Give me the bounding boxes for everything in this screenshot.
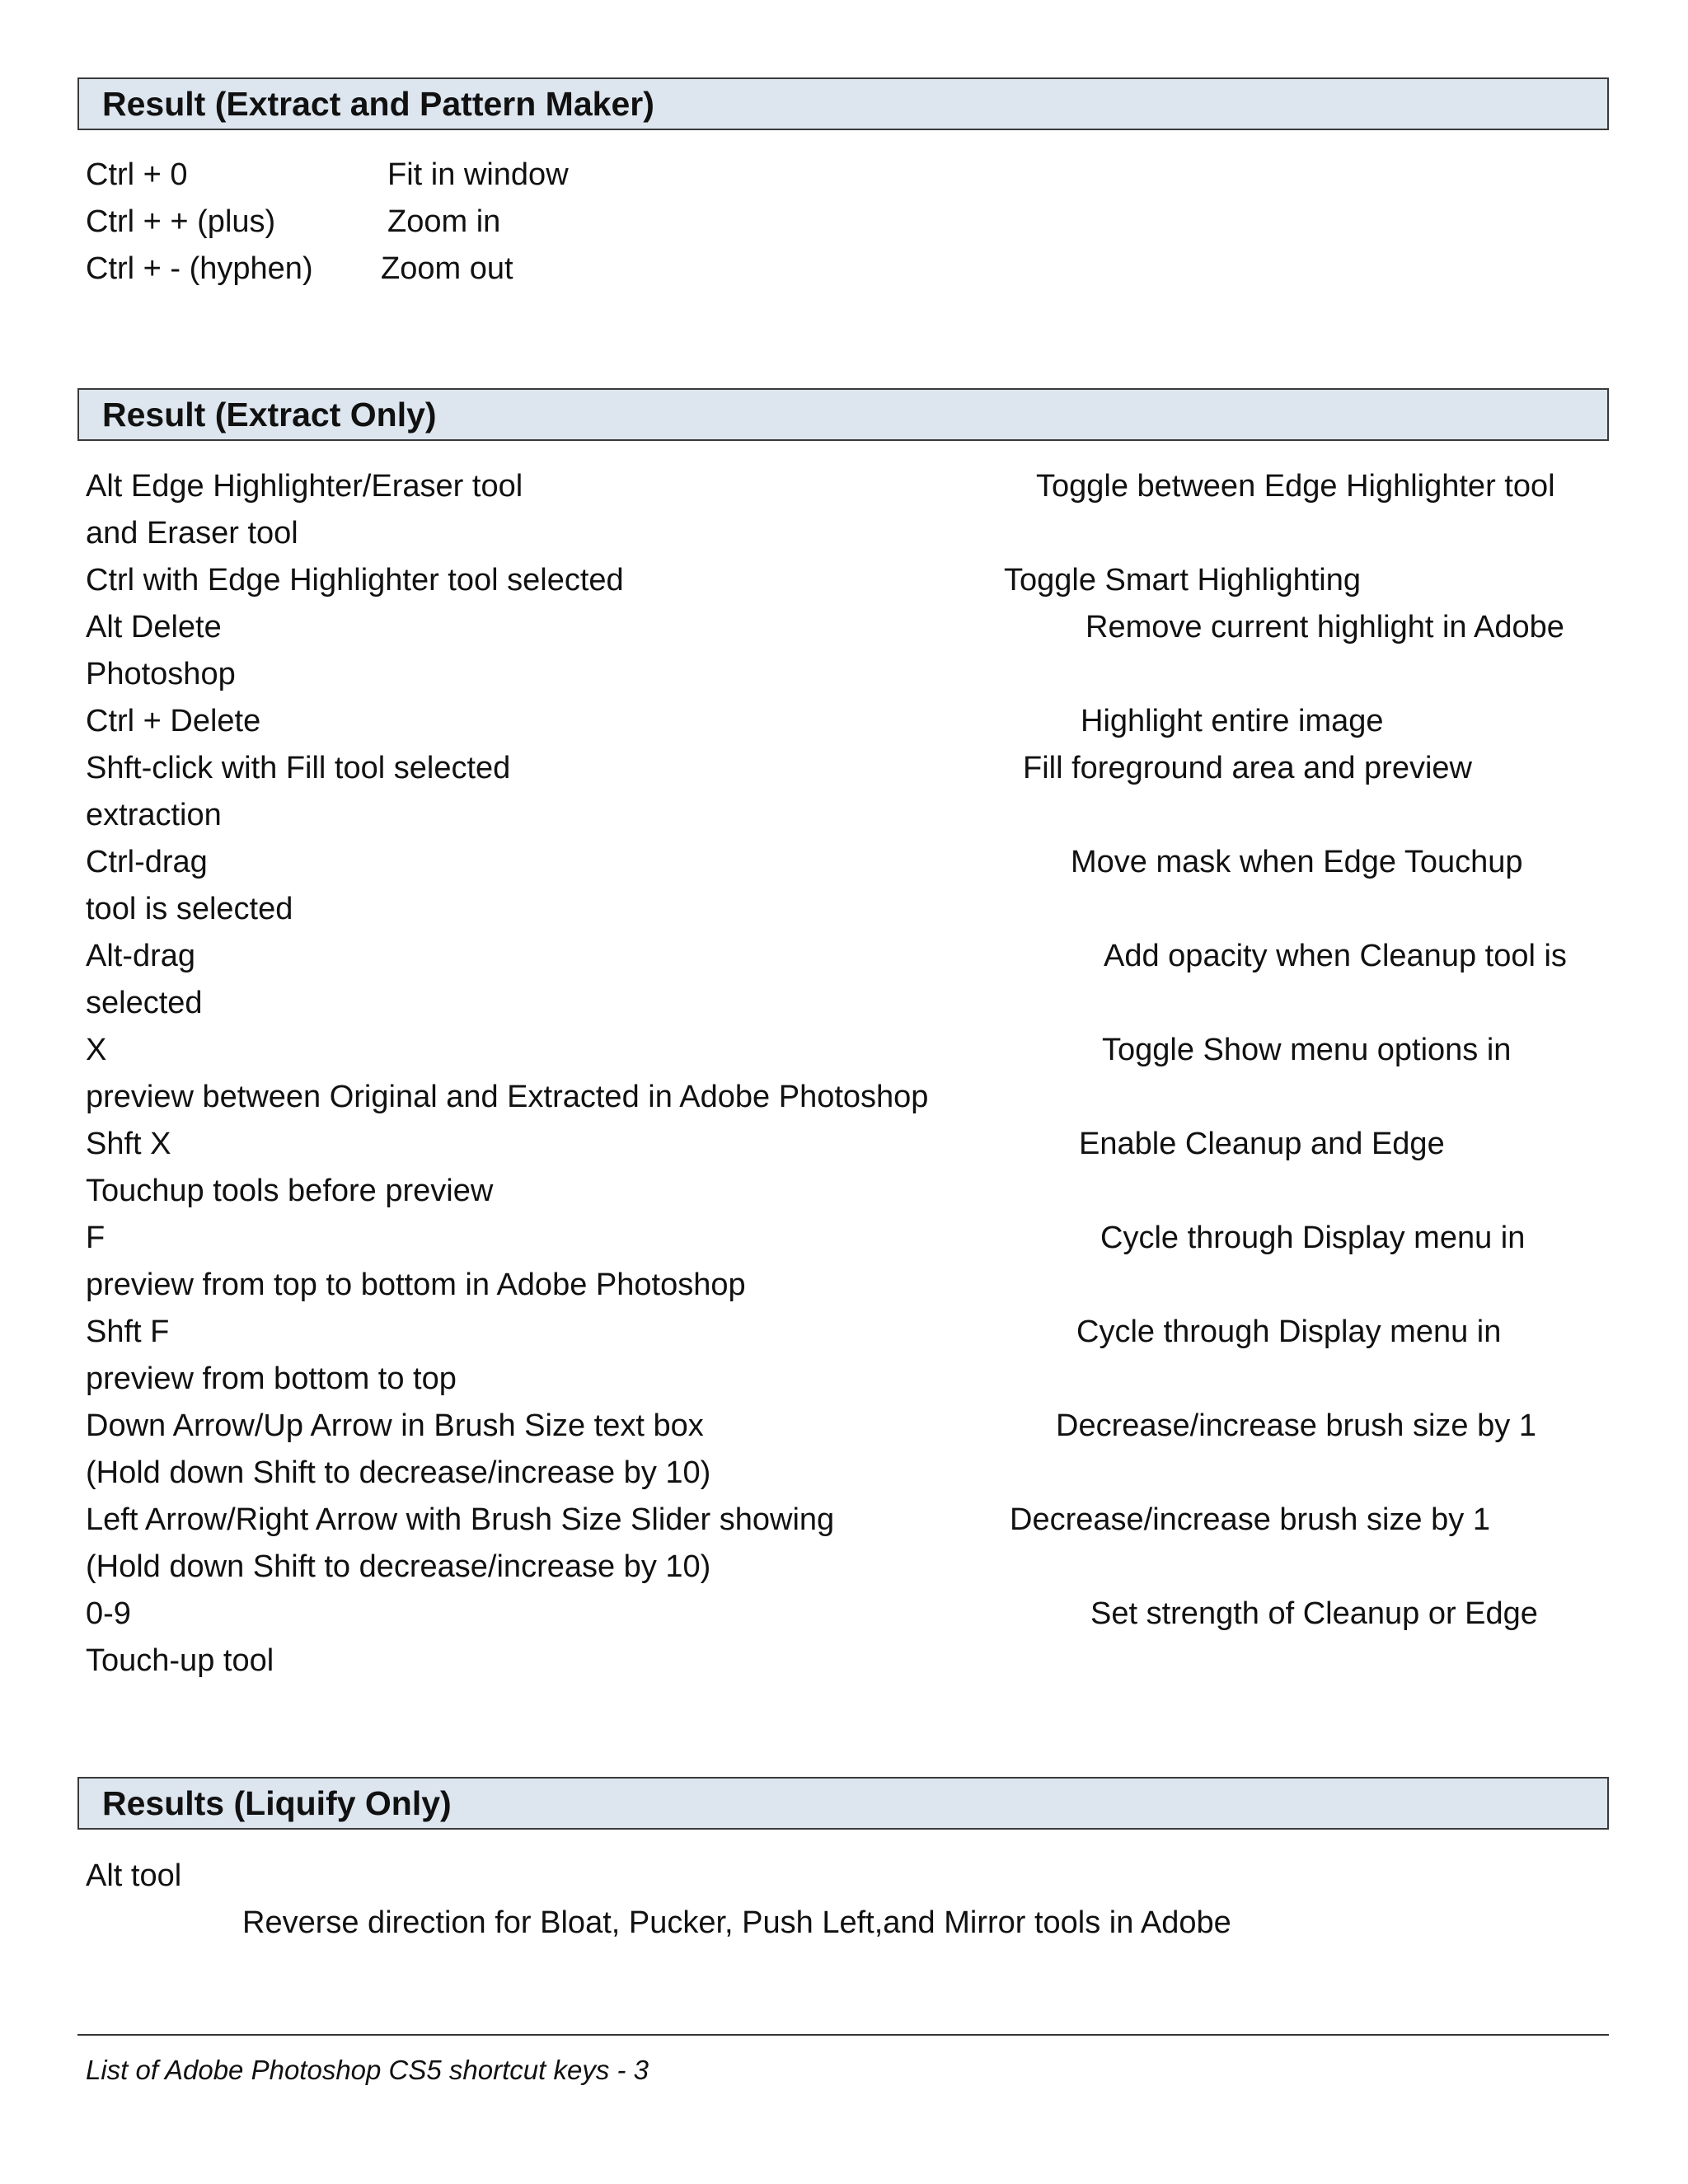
shortcut-line: Down Arrow/Up Arrow in Brush Size text box: [86, 1408, 704, 1443]
shortcut-line: preview from bottom to top: [86, 1361, 457, 1396]
shortcut-line: (Hold down Shift to decrease/increase by 10): [86, 1455, 711, 1490]
shortcut-line: Shft-click with Fill tool selected: [86, 751, 511, 785]
shortcut-key: Ctrl + + (plus): [86, 204, 276, 239]
shortcut-line: Toggle Show menu options in: [1102, 1033, 1512, 1067]
section-heading-liquify-only: Results (Liquify Only): [77, 1777, 1609, 1830]
shortcut-line: Shft X: [86, 1127, 171, 1161]
shortcut-key: Ctrl + - (hyphen): [86, 251, 313, 286]
shortcut-line: Ctrl with Edge Highlighter tool selected: [86, 563, 624, 598]
shortcut-desc: Zoom out: [381, 251, 513, 286]
shortcut-line: 0-9: [86, 1596, 131, 1631]
shortcut-line: Enable Cleanup and Edge: [1079, 1127, 1445, 1161]
shortcut-key: Ctrl + 0: [86, 157, 188, 192]
shortcut-line: Decrease/increase brush size by 1: [1056, 1408, 1536, 1443]
shortcut-line: Alt Edge Highlighter/Eraser tool: [86, 469, 523, 504]
shortcut-line: Ctrl + Delete: [86, 704, 261, 738]
shortcut-line: Set strength of Cleanup or Edge: [1090, 1596, 1538, 1631]
shortcut-line: Alt tool: [86, 1858, 182, 1893]
shortcut-line: Fill foreground area and preview: [1023, 751, 1472, 785]
shortcut-line: Ctrl-drag: [86, 845, 208, 879]
shortcut-line: Add opacity when Cleanup tool is: [1104, 939, 1567, 973]
shortcut-line: Cycle through Display menu in: [1100, 1221, 1526, 1255]
shortcut-line: Left Arrow/Right Arrow with Brush Size Slider showing: [86, 1502, 835, 1537]
shortcut-line: Cycle through Display menu in: [1076, 1315, 1502, 1349]
shortcut-line: Alt-drag: [86, 939, 196, 973]
shortcut-line: extraction: [86, 798, 222, 832]
shortcut-line: preview from top to bottom in Adobe Photoshop: [86, 1268, 746, 1302]
shortcut-line: selected: [86, 986, 203, 1020]
shortcut-line: and Eraser tool: [86, 516, 298, 551]
shortcut-desc: Zoom in: [387, 204, 501, 239]
shortcut-line: Highlight entire image: [1081, 704, 1384, 738]
section-heading-extract-only: Result (Extract Only): [77, 388, 1609, 441]
shortcut-line: Shft F: [86, 1315, 170, 1349]
shortcut-line: Remove current highlight in Adobe: [1085, 610, 1564, 644]
shortcut-line: Touchup tools before preview: [86, 1174, 494, 1208]
shortcut-desc: Fit in window: [387, 157, 569, 192]
shortcut-line: Alt Delete: [86, 610, 222, 644]
shortcut-line: X: [86, 1033, 107, 1067]
footer-rule: [77, 2034, 1609, 2036]
shortcut-line: (Hold down Shift to decrease/increase by 10): [86, 1549, 711, 1584]
section-heading-extract-pattern-maker: Result (Extract and Pattern Maker): [77, 77, 1609, 130]
shortcut-line: F: [86, 1221, 106, 1255]
shortcut-line: Move mask when Edge Touchup: [1071, 845, 1523, 879]
shortcut-line: preview between Original and Extracted in Adobe Photoshop: [86, 1080, 929, 1114]
shortcut-line: Reverse direction for Bloat, Pucker, Push Left,and Mirror tools in Adobe: [242, 1905, 1231, 1940]
page-footer: List of Adobe Photoshop CS5 shortcut keys - 3: [86, 2055, 649, 2085]
shortcut-line: Toggle between Edge Highlighter tool: [1036, 469, 1555, 504]
shortcut-line: tool is selected: [86, 892, 293, 926]
shortcut-line: Photoshop: [86, 657, 236, 691]
shortcut-line: Toggle Smart Highlighting: [1004, 563, 1362, 598]
shortcut-line: Touch-up tool: [86, 1643, 274, 1678]
shortcut-line: Decrease/increase brush size by 1: [1010, 1502, 1490, 1537]
